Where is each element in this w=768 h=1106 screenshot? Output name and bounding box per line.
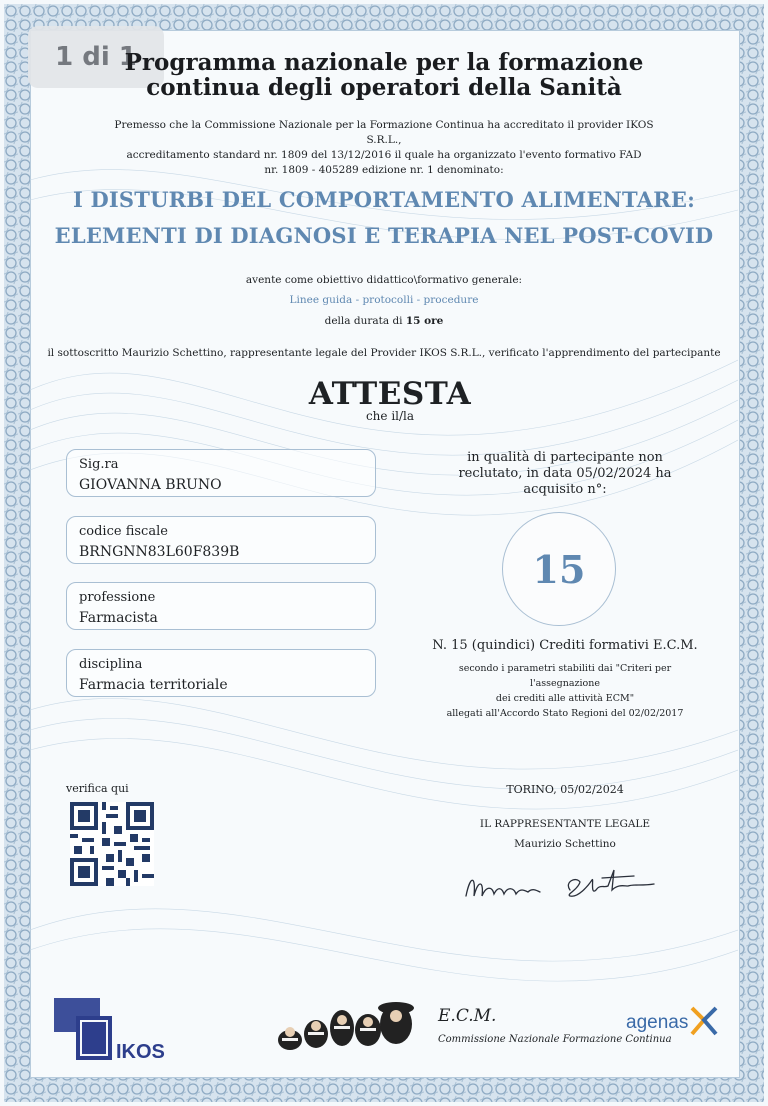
qr-code[interactable] (70, 802, 154, 886)
premise-line3: nr. 1809 - 405289 edizione nr. 1 denominato: (264, 164, 504, 176)
signature (458, 856, 668, 908)
program-title-line1: Programma nazionale per la formazione (124, 49, 644, 76)
field-name (66, 449, 376, 497)
quality-line1: in qualità di partecipante non (467, 450, 663, 465)
premise-line2: accreditamento standard nr. 1809 del 13/12/2016 il quale ha organizzato l'evento formativo FAD (126, 149, 642, 161)
program-title-line2: continua degli operatori della Sanità (146, 74, 622, 101)
objective-value: Linee guida - protocolli - procedure (289, 294, 479, 306)
criteria-line2: l'assegnazione (529, 678, 601, 689)
field-value: Farmacista (79, 610, 158, 626)
duration-prefix: della durata di (324, 315, 406, 327)
premise-line1: Premesso che la Commissione Nazionale per la Formazione Continua ha accreditato il provider IKOS S.R.L., (114, 119, 654, 146)
quality-line2: reclutato, in data 05/02/2024 ha (458, 466, 672, 481)
criteria-line3: dei crediti alle attività ECM" (495, 693, 635, 704)
ecm-title: E.C.M. (438, 1006, 497, 1026)
field-disciplina (66, 649, 376, 697)
field-label: codice fiscale (79, 524, 168, 539)
ecm-illustration (272, 1000, 428, 1054)
ecm-subtitle: Commissione Nazionale Formazione Continua (438, 1034, 672, 1045)
criteria-text (440, 661, 690, 721)
verifica-label: verifica qui (66, 782, 129, 795)
page-indicator: 1 di 1 (28, 26, 164, 88)
course-title-line2: ELEMENTI DI DIAGNOSI E TERAPIA NEL POST-COVID (54, 223, 714, 248)
field-value: BRNGNN83L60F839B (79, 544, 240, 560)
criteria-line4: allegati all'Accordo Stato Regioni del 02/02/2017 (446, 708, 684, 719)
field-codice-fiscale (66, 516, 376, 564)
agenas-logo-text: agenas (626, 1012, 689, 1033)
credits-text: N. 15 (quindici) Crediti formativi E.C.M. (432, 638, 698, 653)
field-label: disciplina (79, 657, 143, 672)
legal-rep-role: IL RAPPRESENTANTE LEGALE (479, 818, 651, 830)
attesta-subtitle: che il/la (365, 409, 415, 423)
quality-line3: acquisito n°: (523, 482, 607, 497)
place-date: TORINO, 05/02/2024 (506, 783, 624, 796)
quality-text (440, 450, 690, 498)
course-title (0, 182, 768, 254)
field-label: professione (79, 590, 156, 605)
field-value: Farmacia territoriale (79, 677, 228, 693)
objective-intro: avente come obiettivo didattico\formativo generale: (245, 274, 523, 286)
course-title-line1: I DISTURBI DEL COMPORTAMENTO ALIMENTARE: (72, 187, 696, 212)
program-title (0, 50, 768, 100)
duration (0, 315, 768, 327)
legal-representative (440, 814, 690, 854)
ikos-logo (52, 998, 172, 1060)
legal-rep-name: Maurizio Schettino (514, 838, 616, 850)
attesta-title: ATTESTA (308, 376, 472, 412)
ikos-logo-text: IKOS (116, 1041, 165, 1060)
credits-circle: 15 (502, 512, 616, 626)
premise-text (100, 118, 668, 178)
criteria-line1: secondo i parametri stabiliti dai "Criteri per (458, 663, 672, 674)
field-value: GIOVANNA BRUNO (79, 477, 222, 493)
field-professione (66, 582, 376, 630)
duration-value: 15 ore (405, 315, 444, 327)
field-label: Sig.ra (79, 457, 119, 472)
signed-statement: il sottoscritto Maurizio Schettino, rappresentante legale del Provider IKOS S.R.L., verificato l'apprendimento del partecipante (47, 347, 721, 359)
agenas-logo (620, 1000, 730, 1040)
